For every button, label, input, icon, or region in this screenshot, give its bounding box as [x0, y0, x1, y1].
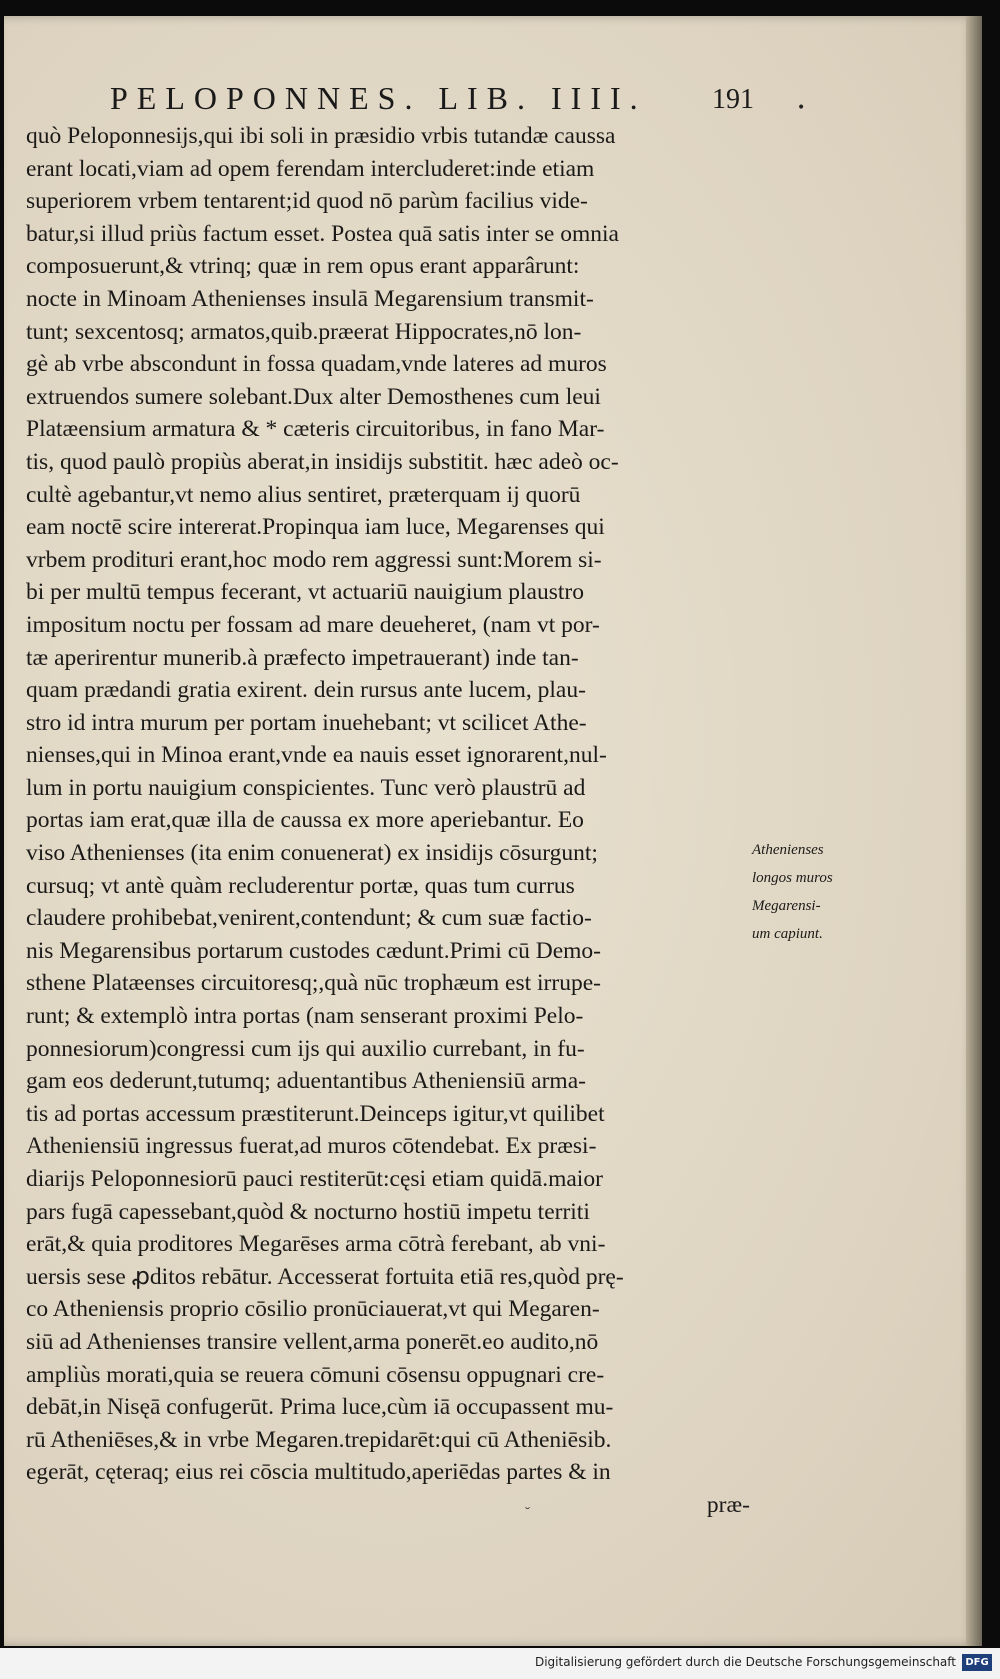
marginal-note-line: Megarensi-: [752, 898, 821, 914]
marginal-note-line: um capiunt.: [752, 926, 823, 942]
text-line: quam prædandi gratia exirent. dein rursus ante lucem, plau-: [26, 677, 586, 704]
text-line: tis ad portas accessum præstiterunt.Deinceps igitur,vt quilibet: [26, 1100, 605, 1127]
text-line: ampliùs morati,quia se reuera cōmuni cōsensu oppugnari cre-: [26, 1361, 605, 1388]
catchword: præ-: [706, 1491, 750, 1518]
text-line: impositum noctu per fossam ad mare deueheret, (nam vt por-: [26, 611, 600, 638]
text-line: tis, quod paulò propiùs aberat,in insidijs substitit. hæc adeò oc-: [26, 448, 619, 475]
text-line: pars fugā capessebant,quòd & nocturno hostiū impetu territi: [26, 1198, 590, 1225]
text-line: cursuq; vt antè quàm recluderentur portæ, quas tum currus: [26, 872, 575, 899]
text-line: gam eos dederunt,tutumq; aduentantibus Atheniensiū arma-: [26, 1068, 586, 1095]
text-line: tæ aperirentur munerib.à præfecto impetrauerant) inde tan-: [26, 644, 579, 671]
text-line: debāt,in Nisęā confugerūt. Prima luce,cùm iā occupassent mu-: [26, 1394, 614, 1421]
text-line: bi per multū tempus fecerant, vt actuariū nauigium plaustro: [26, 579, 584, 606]
text-line: erāt,& quia proditores Megarēses arma cōtrà ferebant, ab vni-: [26, 1231, 606, 1258]
text-line: nis Megarensibus portarum custodes cædunt.Primi cū Demo-: [26, 937, 602, 964]
text-line: viso Athenienses (ita enim conuenerat) ex insidijs cōsurgunt;: [26, 840, 598, 867]
page-edge-shadow: [966, 16, 982, 1646]
text-line: lum in portu nauigium conspicientes. Tunc verò plaustrū ad: [26, 774, 586, 801]
text-line: nienses,qui in Minoa erant,vnde ea nauis esset ignorarent,nul-: [26, 742, 607, 769]
page-number: 191: [712, 84, 754, 115]
text-line: nocte in Minoam Athenienses insulā Megarensium transmit-: [26, 285, 594, 312]
text-line: composuerunt,& vtrinq; quæ in rem opus erant apparârunt:: [26, 253, 580, 280]
text-line: cultè agebantur,vt nemo alius sentiret, præterquam ij quorū: [26, 481, 581, 508]
text-line: uersis sese ꝓditos rebātur. Accesserat fortuita etiā res,quòd prę-: [26, 1263, 624, 1290]
text-line: erant locati,viam ad opem ferendam intercluderet:inde etiam: [26, 155, 595, 182]
dfg-logo-icon: DFG: [962, 1654, 992, 1671]
running-title: PELOPONNES. LIB. IIII.: [110, 80, 647, 116]
text-line: egerāt, cęteraq; eius rei cōscia multitudo,aperiēdas partes & in: [26, 1459, 611, 1486]
digitization-credit: Digitalisierung gefördert durch die Deutsche Forschungsgemeinschaft: [534, 1655, 956, 1669]
footer-bar: [0, 1648, 1000, 1679]
text-line: Platæensium armatura & * cæteris circuitoribus, in fano Mar-: [26, 416, 605, 443]
ink-mark: ˘: [524, 1506, 531, 1522]
text-line: runt; & extemplò intra portas (nam senserant proximi Pelo-: [26, 1003, 584, 1030]
text-line: siū ad Athenienses transire vellent,arma ponerēt.eo audito,nō: [26, 1328, 599, 1355]
text-line: co Atheniensis proprio cōsilio pronūciauerat,vt qui Megaren-: [26, 1296, 600, 1323]
text-line: batur,si illud priùs factum esset. Postea quā satis inter se omnia: [26, 220, 619, 247]
text-line: rū Atheniēses,& in vrbe Megaren.trepidarēt:qui cū Atheniēsib.: [26, 1426, 612, 1453]
text-line: vrbem prodituri erant,hoc modo rem aggressi sunt:Morem si-: [26, 546, 602, 573]
page-header: [0, 62, 1000, 122]
text-line: extruendos sumere solebant.Dux alter Demosthenes cum leui: [26, 383, 601, 410]
text-line: gè ab vrbe abscondunt in fossa quadam,vnde lateres ad muros: [26, 351, 607, 378]
marginal-note-line: longos muros: [752, 870, 833, 886]
text-line: eam noctē scire intererat.Propinqua iam luce, Megarenses qui: [26, 514, 605, 541]
text-line: stro id intra murum per portam inuehebant; vt scilicet Athe-: [26, 709, 587, 736]
marginal-note-line: Athenienses: [752, 842, 824, 858]
text-line: tunt; sexcentosq; armatos,quib.præerat Hippocrates,nō lon-: [26, 318, 582, 345]
body-text: [26, 120, 750, 1522]
text-line: superiorem vrbem tentarent;id quod nō parùm facilius vide-: [26, 188, 588, 215]
text-line: diarijs Peloponnesiorū pauci restiterūt:cęsi etiam quidā.maior: [26, 1166, 603, 1192]
text-line: ponnesiorum)congressi cum ijs qui auxilio currebant, in fu-: [26, 1035, 585, 1062]
text-line: portas iam erat,quæ illa de caussa ex more aperiebantur. Eo: [26, 807, 584, 834]
text-line: claudere prohibebat,venirent,contendunt; & cum suæ factio-: [26, 905, 592, 932]
ornament-dot: •: [797, 100, 806, 116]
text-line: sthene Platæenses circuitoresq;,quà nūc trophæum est irrupe-: [26, 970, 601, 997]
text-line: quò Peloponnesijs,qui ibi soli in præsidio vrbis tutandæ caussa: [26, 123, 616, 149]
marginal-note: [752, 836, 872, 948]
text-line: Atheniensiū ingressus fuerat,ad muros cōtendebat. Ex præsi-: [26, 1133, 597, 1160]
